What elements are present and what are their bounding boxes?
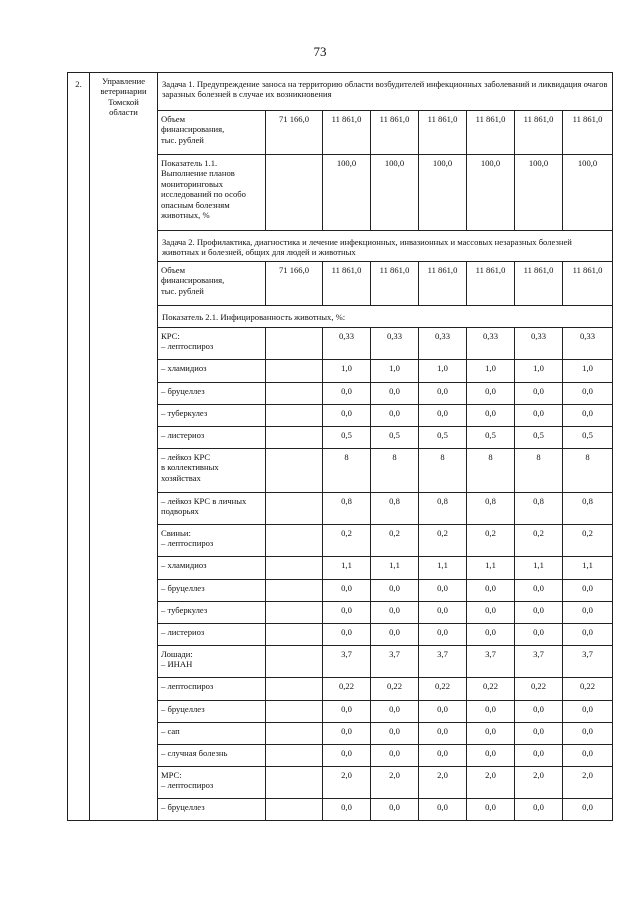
year-value-cell: 2,0 (371, 766, 419, 798)
row-label-line: – лептоспироз (161, 341, 214, 352)
year-value-cell: 0,0 (467, 404, 515, 426)
row-label (158, 155, 266, 231)
year-value-cell: 0,0 (563, 601, 613, 623)
row-label-line: в коллективных (161, 462, 219, 473)
year-value-cell: 0,5 (371, 426, 419, 448)
row-label-line: МРС: (161, 769, 182, 780)
year-value-cell: 0,0 (323, 722, 371, 744)
year-value-cell: 0,2 (515, 524, 563, 556)
year-value-cell: 0,2 (467, 524, 515, 556)
row-label (158, 492, 266, 524)
year-value-cell: 1,0 (563, 359, 613, 382)
year-value-cell: 8 (563, 448, 613, 492)
year-value-cell: 0,0 (419, 700, 467, 722)
year-value-cell: 0,0 (419, 382, 467, 404)
row-label-line: хозяйствах (161, 472, 201, 483)
row-label (158, 579, 266, 601)
year-value-cell: 0,22 (467, 677, 515, 700)
year-value-cell: 0,8 (323, 492, 371, 524)
page-number: 73 (313, 44, 327, 59)
row-label (158, 524, 266, 556)
year-value-cell: 0,5 (515, 426, 563, 448)
task-2-header: Задача 2. Профилактика, диагностика и лечение инфекционных, инвазионных и массовых незаразных болезней животных и болезней, общих для людей и животных (158, 231, 613, 262)
program-table (67, 72, 613, 821)
year-value-cell: 0,0 (563, 579, 613, 601)
year-value-cell: 0,2 (371, 524, 419, 556)
year-value-cell: 0,22 (323, 677, 371, 700)
year-value-cell: 11 861,0 (467, 111, 515, 155)
year-value-cell: 0,0 (467, 579, 515, 601)
row-label (158, 404, 266, 426)
row-label-line: – листериоз (161, 429, 205, 440)
total-cell (266, 492, 323, 524)
year-value-cell: 0,0 (371, 579, 419, 601)
year-value-cell: 3,7 (371, 645, 419, 677)
year-value-cell: 0,0 (419, 722, 467, 744)
row-label-line: исследований по особо (161, 189, 246, 200)
total-cell (266, 579, 323, 601)
year-value-cell: 0,0 (371, 601, 419, 623)
agency-line: области (109, 107, 138, 118)
year-value-cell: 0,0 (371, 700, 419, 722)
agency-line: ветеринарии (100, 86, 147, 97)
row-label-line: – лейкоз КРС в личных (161, 495, 247, 506)
year-value-cell: 0,0 (371, 744, 419, 766)
row-label (158, 623, 266, 645)
row-label (158, 448, 266, 492)
year-value-cell: 11 861,0 (323, 261, 371, 305)
row-number: 2. (68, 73, 90, 821)
year-value-cell: 0,0 (467, 601, 515, 623)
total-cell (266, 744, 323, 766)
year-value-cell: 0,0 (563, 744, 613, 766)
year-value-cell: 3,7 (563, 645, 613, 677)
year-value-cell: 0,0 (419, 404, 467, 426)
row-label (158, 111, 266, 155)
year-value-cell: 1,0 (419, 359, 467, 382)
task-1-header: Задача 1. Предупреждение заноса на территорию области возбудителей инфекционных заболеваний и ликвидация очагов заразных болезней в случае их возникновения (158, 73, 613, 111)
year-value-cell: 0,0 (323, 601, 371, 623)
year-value-cell: 0,0 (515, 744, 563, 766)
year-value-cell: 0,0 (371, 382, 419, 404)
row-label (158, 766, 266, 798)
year-value-cell: 0,0 (323, 744, 371, 766)
year-value-cell: 0,0 (371, 798, 419, 820)
row-label-line: – лептоспироз (161, 780, 214, 791)
year-value-cell: 0,0 (515, 579, 563, 601)
agency-cell (90, 73, 158, 821)
year-value-cell: 100,0 (371, 155, 419, 231)
year-value-cell: 3,7 (467, 645, 515, 677)
total-cell (266, 426, 323, 448)
year-value-cell: 100,0 (323, 155, 371, 231)
row-label-line: мониторинговых (161, 178, 224, 189)
row-label (158, 677, 266, 700)
year-value-cell: 0,5 (467, 426, 515, 448)
year-value-cell: 0,0 (323, 382, 371, 404)
year-value-cell: 8 (371, 448, 419, 492)
year-value-cell: 11 861,0 (371, 111, 419, 155)
row-label-line: Объем (161, 264, 186, 275)
total-cell (266, 327, 323, 359)
year-value-cell: 0,22 (563, 677, 613, 700)
row-label-line: – туберкулез (161, 604, 208, 615)
year-value-cell: 1,1 (515, 556, 563, 579)
row-label-line: животных, % (161, 210, 210, 221)
year-value-cell: 0,22 (371, 677, 419, 700)
year-value-cell: 1,0 (467, 359, 515, 382)
year-value-cell: 0,0 (467, 798, 515, 820)
row-label-line: – хламидиоз (161, 362, 207, 373)
total-cell (266, 448, 323, 492)
year-value-cell: 8 (467, 448, 515, 492)
year-value-cell: 0,0 (515, 722, 563, 744)
year-value-cell: 0,0 (515, 601, 563, 623)
year-value-cell: 0,0 (467, 744, 515, 766)
year-value-cell: 3,7 (515, 645, 563, 677)
total-cell (266, 601, 323, 623)
year-value-cell: 0,33 (323, 327, 371, 359)
year-value-cell: 0,0 (515, 404, 563, 426)
year-value-cell: 2,0 (467, 766, 515, 798)
year-value-cell: 0,33 (371, 327, 419, 359)
row-label-line: опасным болезням (161, 199, 230, 210)
row-label-line: – лептоспироз (161, 680, 214, 691)
year-value-cell: 100,0 (467, 155, 515, 231)
row-label (158, 359, 266, 382)
year-value-cell: 8 (419, 448, 467, 492)
row-label-line: Объем (161, 114, 186, 124)
year-value-cell: 0,8 (371, 492, 419, 524)
year-value-cell: 0,2 (419, 524, 467, 556)
row-label-line: – хламидиоз (161, 559, 207, 570)
year-value-cell: 0,5 (563, 426, 613, 448)
year-value-cell: 0,0 (323, 579, 371, 601)
year-value-cell: 0,0 (323, 700, 371, 722)
year-value-cell: 0,0 (563, 404, 613, 426)
row-label-line: – бруцеллез (161, 582, 205, 593)
year-value-cell: 3,7 (419, 645, 467, 677)
year-value-cell: 0,33 (515, 327, 563, 359)
year-value-cell: 0,5 (323, 426, 371, 448)
year-value-cell: 0,33 (467, 327, 515, 359)
total-cell (266, 766, 323, 798)
total-cell (266, 645, 323, 677)
year-value-cell: 0,22 (419, 677, 467, 700)
row-label-line: финансирования, (161, 275, 225, 286)
year-value-cell: 0,0 (419, 579, 467, 601)
total-cell (266, 404, 323, 426)
year-value-cell: 1,1 (419, 556, 467, 579)
year-value-cell: 0,0 (515, 700, 563, 722)
year-value-cell: 0,22 (515, 677, 563, 700)
year-value-cell: 0,0 (371, 722, 419, 744)
year-value-cell: 0,33 (563, 327, 613, 359)
year-value-cell: 0,2 (323, 524, 371, 556)
row-label-line: Свиньи: (161, 527, 191, 538)
year-value-cell: 11 861,0 (419, 261, 467, 305)
year-value-cell: 0,2 (563, 524, 613, 556)
total-cell (266, 359, 323, 382)
year-value-cell: 0,0 (515, 623, 563, 645)
row-label-line: КРС: (161, 330, 180, 341)
row-label-line: – бруцеллез (161, 801, 205, 812)
year-value-cell: 8 (515, 448, 563, 492)
year-value-cell: 2,0 (323, 766, 371, 798)
total-cell: 71 166,0 (266, 111, 323, 155)
year-value-cell: 1,0 (371, 359, 419, 382)
total-cell (266, 524, 323, 556)
row-label (158, 426, 266, 448)
total-cell: 71 166,0 (266, 261, 323, 305)
year-value-cell: 0,0 (419, 744, 467, 766)
row-label (158, 601, 266, 623)
row-label-line: – сап (161, 725, 180, 736)
row-label-line: подворьях (161, 506, 199, 517)
row-label (158, 556, 266, 579)
year-value-cell: 1,0 (515, 359, 563, 382)
total-cell (266, 155, 323, 231)
year-value-cell: 2,0 (419, 766, 467, 798)
year-value-cell: 0,0 (515, 382, 563, 404)
year-value-cell: 11 861,0 (467, 261, 515, 305)
year-value-cell: 0,0 (323, 798, 371, 820)
year-value-cell: 3,7 (323, 645, 371, 677)
row-label-line: – туберкулез (161, 407, 208, 418)
row-label-line: – бруцеллез (161, 385, 205, 396)
year-value-cell: 11 861,0 (323, 111, 371, 155)
year-value-cell: 11 861,0 (371, 261, 419, 305)
year-value-cell: 1,1 (467, 556, 515, 579)
year-value-cell: 8 (323, 448, 371, 492)
year-value-cell: 0,8 (419, 492, 467, 524)
year-value-cell: 0,0 (563, 700, 613, 722)
row-label-line: – лептоспироз (161, 538, 214, 549)
year-value-cell: 0,0 (563, 798, 613, 820)
total-cell (266, 798, 323, 820)
row-label-line: Показатель 1.1. (161, 158, 218, 168)
row-label (158, 261, 266, 305)
year-value-cell: 1,1 (323, 556, 371, 579)
year-value-cell: 0,0 (419, 798, 467, 820)
year-value-cell: 0,8 (467, 492, 515, 524)
row-label-line: Лошади: (161, 648, 193, 659)
row-label (158, 744, 266, 766)
row-label (158, 722, 266, 744)
year-value-cell: 0,0 (371, 404, 419, 426)
year-value-cell: 2,0 (515, 766, 563, 798)
year-value-cell: 0,33 (419, 327, 467, 359)
row-label (158, 798, 266, 820)
total-cell (266, 382, 323, 404)
year-value-cell: 1,1 (371, 556, 419, 579)
year-value-cell: 100,0 (563, 155, 613, 231)
year-value-cell: 0,0 (323, 623, 371, 645)
row-label (158, 700, 266, 722)
year-value-cell: 0,8 (563, 492, 613, 524)
year-value-cell: 11 861,0 (515, 111, 563, 155)
year-value-cell: 0,0 (563, 722, 613, 744)
year-value-cell: 0,0 (323, 404, 371, 426)
year-value-cell: 0,0 (467, 382, 515, 404)
agency-line: Управление (101, 76, 146, 86)
year-value-cell: 11 861,0 (563, 111, 613, 155)
year-value-cell: 1,1 (563, 556, 613, 579)
total-cell (266, 623, 323, 645)
year-value-cell: 0,0 (563, 382, 613, 404)
year-value-cell: 11 861,0 (515, 261, 563, 305)
row-label (158, 327, 266, 359)
year-value-cell: 0,0 (563, 623, 613, 645)
row-label-line: финансирования, (161, 124, 225, 135)
row-label-line: – случная болезнь (161, 747, 228, 758)
year-value-cell: 0,0 (467, 722, 515, 744)
row-label-line: Выполнение планов (161, 168, 235, 179)
row-label (158, 645, 266, 677)
year-value-cell: 0,8 (515, 492, 563, 524)
year-value-cell: 2,0 (563, 766, 613, 798)
year-value-cell: 0,0 (467, 623, 515, 645)
row-label-line: – бруцеллез (161, 703, 205, 714)
year-value-cell: 1,0 (323, 359, 371, 382)
year-value-cell: 100,0 (515, 155, 563, 231)
row-label-line: тыс. рублей (161, 285, 204, 296)
row-label-line: тыс. рублей (161, 134, 204, 145)
indicator-2-1-header: Показатель 2.1. Инфицированность животных, %: (158, 305, 613, 327)
agency-line: Томской (108, 96, 139, 107)
total-cell (266, 556, 323, 579)
row-label-line: – лейкоз КРС (161, 451, 211, 462)
year-value-cell: 100,0 (419, 155, 467, 231)
year-value-cell: 0,0 (515, 798, 563, 820)
year-value-cell: 0,5 (419, 426, 467, 448)
total-cell (266, 700, 323, 722)
year-value-cell: 0,0 (467, 700, 515, 722)
row-label-line: – ИНАН (161, 659, 193, 670)
total-cell (266, 722, 323, 744)
year-value-cell: 0,0 (419, 623, 467, 645)
year-value-cell: 0,0 (419, 601, 467, 623)
year-value-cell: 0,0 (371, 623, 419, 645)
year-value-cell: 11 861,0 (563, 261, 613, 305)
total-cell (266, 677, 323, 700)
year-value-cell: 11 861,0 (419, 111, 467, 155)
row-label-line: – листериоз (161, 626, 205, 637)
row-label (158, 382, 266, 404)
